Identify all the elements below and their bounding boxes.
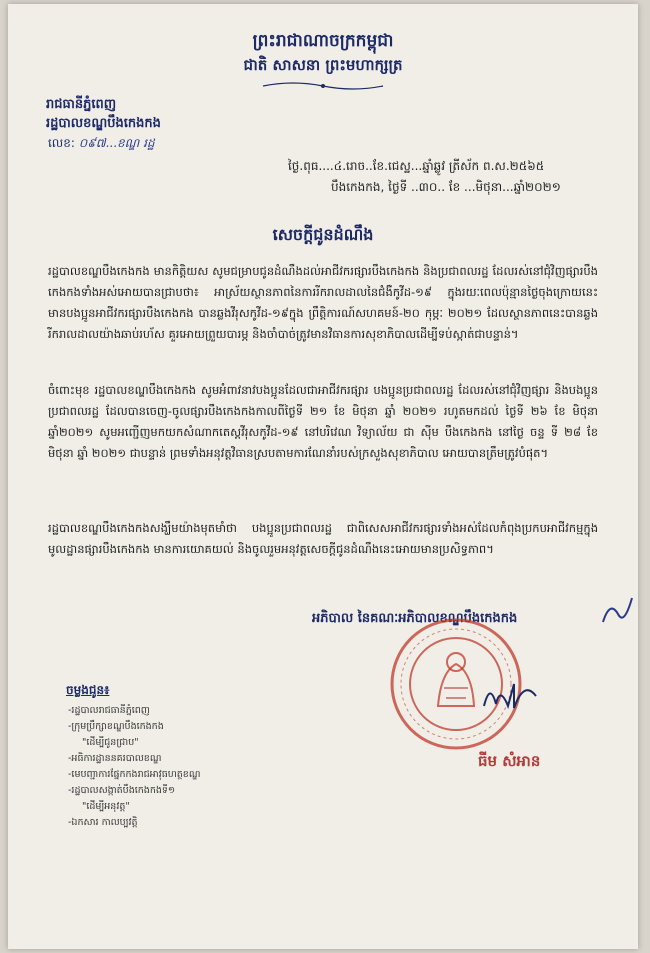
national-motto: ជាតិ សាសនា ព្រះមហាក្សត្រ	[243, 56, 403, 74]
document-title: សេចក្តីជូនដំណឹង	[272, 225, 374, 244]
initial-mark-icon	[598, 592, 638, 632]
recipient-item: -ក្រុមប្រឹក្សាខណ្ឌបឹងកេងកង	[68, 721, 164, 732]
recipients-title: ចម្លងជូន៖	[66, 683, 110, 697]
number-value: ០៩៧...ខណ្ឌ	[78, 136, 140, 150]
signer-name: ធីម សំអាន	[478, 752, 541, 770]
body-paragraph-1: រដ្ឋបាលខណ្ឌបឹងកេងកង មានកិត្តិយស សូមជម្រាបជូនដំណឹងដល់អាជីវករផ្សារបឹងកេងកង និងប្រជាពលរដ្ឋ ដែលរស់នៅជុំវិញផ្សារបឹងកេងកងទាំងអស់អោយបានជ្រាបថា៖ អាស្រ័យស្ថានភាពនៃការរីករាលដាលនៃជំងឺកូវីដ-១៩ ក្នុងរយៈពេលប៉ុន្មានថ្ងៃចុងក្រោយនេះ មានបងប្អូនអាជីវករផ្សារបឹងកេងកង បានឆ្លងវីរុសកូវីដ-១៩ក្នុង ព្រឹត្តិការណ៍សហគមន៍-២០ កុម្ភៈ ២០២១ ដែលស្ថានភាពនេះបានឆ្លងរីករាលដាលយ៉ាងឆាប់រហ័ស គួរអោយព្រួយបារម្ភ និងចាំបាច់ត្រូវមានវិធានការសុខាភិបាលដើម្បីទប់ស្កាត់ជាបន្ទាន់។	[48, 264, 598, 341]
recipient-item: -មេបញ្ជាការផ្នែកកងរាជអាវុធហត្ថខណ្ឌ	[68, 769, 201, 780]
sender-province: រាជធានីភ្នំពេញ	[46, 97, 117, 112]
number-label: លេខ:	[48, 136, 75, 150]
recipients-list	[68, 704, 200, 832]
sender-block	[46, 96, 161, 134]
lunar-date: ថ្ងៃ.ពុធ....៤.រោច..ខែ.ជេស្ឋ...ឆ្នាំឆ្លូវ ត្រីស័ក ព.ស.២៥៦៥	[288, 159, 545, 173]
body-paragraph-2: ចំពោះមុខ រដ្ឋបាលខណ្ឌបឹងកេងកង សូមអំពាវនាវបងប្អូនដែលជាអាជីវករផ្សារ បងប្អូនប្រជាពលរដ្ឋ ដែលរស់នៅជុំវិញផ្សារ និងបងប្អូនប្រជាពលរដ្ឋ ដែលបានចេញ-ចូលផ្សារបឹងកេងកងកាលពីថ្ងៃទី ២១ ខែ មិថុនា ឆ្នាំ ២០២១ រហូតមកដល់ ថ្ងៃទី ២៦ ខែ មិថុនា ឆ្នាំ២០២១ សូមអញ្ជើញមកយកសំណាកតេស្តវីរុសកូវីដ-១៩ នៅបរិវេណ វិទ្យាល័យ ជា ស៊ីម បឹងកេងកង នៅថ្ងៃ ចន្ទ ទី ២៨ ខែ មិថុនា ឆ្នាំ ២០២១ ជាបន្ទាន់ ព្រមទាំងអនុវត្តវិធានស្របតាមការណែនាំរបស់ក្រសួងសុខាភិបាល អោយបានត្រឹមត្រូវបំផុត។	[48, 383, 598, 460]
solar-date: បឹងកេងកង, ថ្ងៃទី ..៣០.. ខែ ...មិថុនា...ឆ្នាំ២០២១	[331, 180, 561, 194]
signer-title: អភិបាល នៃគណៈអភិបាលខណ្ឌបឹងកេងកង	[312, 611, 518, 626]
document-page	[8, 4, 638, 949]
signature-icon	[480, 676, 540, 716]
number-suffix: រដ្ឋ	[143, 136, 155, 150]
body-paragraph-3: រដ្ឋបាលខណ្ឌបឹងកេងកងសង្ឃឹមយ៉ាងមុតមាំថា បងប្អូនប្រជាពលរដ្ឋ ជាពិសេសអាជីវករផ្សារទាំងអស់ដែលកំពុងប្រកបអាជីវកម្មក្នុងមូលដ្ឋានផ្សារបឹងកេងកង មានការយោគយល់ និងចូលរួមអនុវត្តសេចក្តីជូនដំណឹងនេះអោយមានប្រសិទ្ធភាព។	[48, 521, 598, 556]
recipient-item: -រដ្ឋបាលសង្កាត់បឹងកេងកងទី១	[68, 785, 176, 796]
recipient-item: -រដ្ឋបាលរាជធានីភ្នំពេញ	[68, 705, 150, 716]
document-number	[48, 135, 155, 153]
sender-administration: រដ្ឋបាលខណ្ឌបឹងកេងកង	[46, 116, 161, 131]
kingdom-heading: ព្រះរាជាណាចក្រកម្ពុជា	[252, 31, 394, 51]
recipient-item: -អធិការដ្ឋាននគរបាលខណ្ឌ	[68, 753, 162, 764]
recipient-item: "ដើម្បីជូនជ្រាប"	[82, 737, 139, 748]
recipient-item: "ដើម្បីអនុវត្ត"	[82, 801, 130, 812]
recipient-item: -ឯកសារ កាលប្បវត្តិ	[68, 817, 138, 828]
ornament-divider-icon	[258, 80, 388, 92]
